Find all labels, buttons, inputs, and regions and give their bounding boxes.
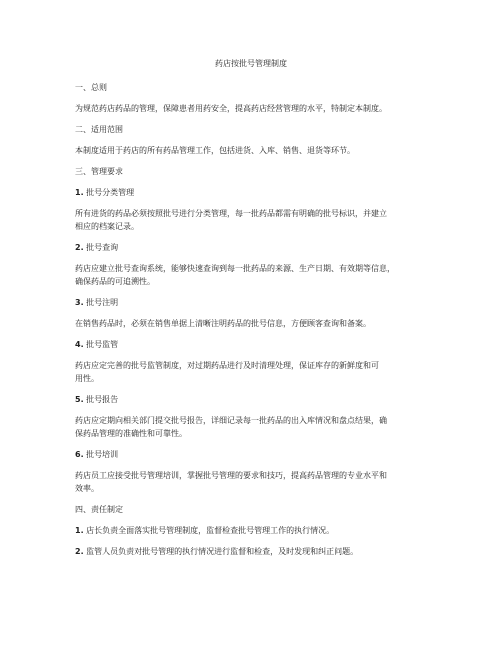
requirement-item-title — [75, 449, 118, 460]
document-title: 药店按批号管理制度 — [215, 59, 287, 68]
requirement-item-body: 效率。 — [75, 484, 99, 493]
requirement-item-body: 药店员工应接受批号管理培训，掌握批号管理的要求和技巧，提高药品管理的专业水平和 — [75, 471, 387, 480]
requirement-item-body: 相应的档案记录。 — [75, 222, 139, 231]
section-heading-scope: 二、适用范围 — [75, 125, 123, 134]
responsibility-item — [75, 546, 358, 557]
section-body-scope: 本制度适用于药店的所有药品管理工作，包括进货、入库、销售、退货等环节。 — [75, 146, 355, 155]
section-body-general: 为规范药店药品的管理，保障患者用药安全，提高药店经营管理的水平，特制定本制度。 — [75, 104, 387, 113]
item-number: 2. — [75, 243, 84, 252]
item-title-text: 批号注明 — [86, 298, 119, 307]
section-heading-general: 一、总则 — [75, 83, 107, 92]
item-title-text: 批号查询 — [86, 243, 119, 252]
item-number: 1. — [75, 188, 84, 197]
requirement-item-title — [75, 339, 118, 350]
requirement-item-body: 确保药品的可追溯性。 — [75, 277, 155, 286]
requirement-item-body: 药店应定完善的批号监管制度，对过期药品进行及时清理处理，保证库存的新鲜度和可 — [75, 361, 379, 370]
responsibility-item-text: 店长负责全面落实批号管理制度，监督检查批号管理工作的执行情况。 — [86, 526, 335, 535]
requirement-item-title — [75, 394, 118, 405]
item-number: 3. — [75, 298, 84, 307]
requirement-item-body: 药店应建立批号查询系统，能够快速查询到每一批药品的来源、生产日期、有效期等信息， — [75, 264, 395, 273]
requirement-item-body: 所有进货的药品必须按照批号进行分类管理，每一批药品都需有明确的批号标识，并建立 — [75, 209, 387, 218]
responsibility-item — [75, 525, 334, 536]
requirement-item-title — [75, 242, 118, 253]
item-title-text: 批号培训 — [86, 450, 119, 459]
item-title-text: 批号监管 — [86, 340, 119, 349]
section-heading-requirements: 三、管理要求 — [75, 167, 123, 176]
requirement-item-body: 在销售药品时，必须在销售单据上清晰注明药品的批号信息，方便顾客查询和备案。 — [75, 319, 371, 328]
item-number: 5. — [75, 395, 84, 404]
section-heading-responsibility: 四、责任制定 — [75, 505, 123, 514]
requirement-item-title — [75, 187, 134, 198]
item-number: 2. — [75, 547, 84, 556]
item-number: 6. — [75, 450, 84, 459]
item-number: 4. — [75, 340, 84, 349]
item-number: 1. — [75, 526, 84, 535]
requirement-item-body: 药店应定期向相关部门提交批号报告，详细记录每一批药品的出入库情况和盘点结果，确 — [75, 416, 387, 425]
requirement-item-body: 保药品管理的准确性和可靠性。 — [75, 429, 187, 438]
item-title-text: 批号报告 — [86, 395, 119, 404]
item-title-text: 批号分类管理 — [86, 188, 135, 197]
requirement-item-title — [75, 297, 118, 308]
requirement-item-body: 用性。 — [75, 374, 99, 383]
responsibility-item-text: 监管人员负责对批号管理的执行情况进行监督和检查，及时发现和纠正问题。 — [86, 547, 359, 556]
